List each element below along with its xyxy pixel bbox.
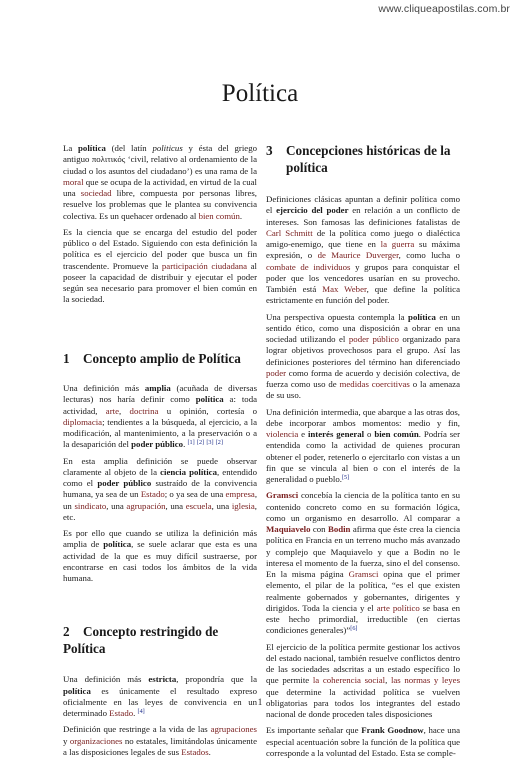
link-agrupaciones[interactable]: agrupaciones [210,724,257,735]
link-la-guerra[interactable]: la guerra [380,239,415,249]
link-maquiavelo[interactable]: Maquiavelo [266,524,311,534]
reference-2b[interactable]: [2] [215,439,223,447]
link-estado-2[interactable]: Estado [109,708,134,718]
link-empresa[interactable]: empresa [225,489,255,500]
link-maurice-duverger[interactable]: de Maurice Duverger [317,250,399,261]
section-3-paragraph-4: Gramsci concebía la ciencia de la política tanto en su contenido concreto como en su formación lógica, como un organismo en desarrollo. Al comparar a Maquiavelo con Bodin afirma que éste crea la ciencia política en Francia en un terreno mucho más avanzado y complejo que Maquiavelo y que a Bodin no le interesa el momento de la fuerza, sino el del consenso. En la misma página Gramsci opina que el primer elemento, el pilar de la política, “es el que existen realmente gobernados y gobernantes, dirigentes y dirigidos. Toda la ciencia y el arte político se basa en este hecho primordial, irreductible (en ciertas condiciones generales)”[6] [266,490,461,636]
link-arte-politico[interactable]: arte político [376,602,420,613]
link-diplomacia[interactable]: diplomacia [63,416,103,427]
section-3-paragraph-1: Definiciones clásicas apuntan a definir política como el ejercicio del poder en relación a un conflicto de intereses. Son famosas las definiciones fatalistas de Carl Schmitt de la política como juego o dialéctica amigo-enemigo, que tiene en la guerra su máxima expresión, o de Maurice Duverger, como lucha o combate de individuos y grupos para conquistar el poder que los vencedores usarían en su provecho. También está Max Weber, que define la política estrictamente en función del poder. [266,194,460,306]
section-2-heading: 2 Concepto restringido de Política [63,624,219,656]
section-3-paragraph-6: Es importante señalar que Frank Goodnow, hace una especial acentuación sobre la función de la política que corresponde a la voluntad del Estado. Esta se comple- [266,725,460,758]
section-3-paragraph-5: El ejercicio de la política permite gestionar los activos del estado nacional, también resuelve conflictos dentro de las sociedades adscritas a un estado específico lo que permite la coherencia social, las normas y leyes que determine la actividad política se vuelven obligatorias para todos los integrantes del estado nacional de donde proceden tales disposiciones [266,641,461,719]
link-estado[interactable]: Estado [140,489,165,500]
link-medidas-coercitivas[interactable]: medidas coercitivas [339,379,410,389]
section-1-heading: 1 Concepto amplio de Política [63,350,241,366]
section-1-paragraph-1: Una definición más amplia (acuñada de diversas lecturas) nos haría definir como política a: toda actividad, arte, doctrina u opinión, cortesía o diplomacia; tendientes a la búsqueda, al ejercicio, a la modificación, al mantenimiento, a la preservación o a la desaparición del poder público. [1] [2] [3] [2] [63,383,258,450]
section-1-paragraph-3: Es por ello que cuando se utiliza la definición más amplia de política, se suele aclarar que esta es una actividad de la que es muy difícil sustraerse, por encontrarse en casi todos los ámbitos de la vida humana. [63,528,257,583]
link-normas-y-leyes[interactable]: las normas y leyes [390,675,461,686]
link-carl-schmitt[interactable]: Carl Schmitt [266,227,313,238]
page-number: 1 [257,697,263,707]
section-2-paragraph-1: Una definición más estricta, propondría que la política es únicamente el resultado expreso oficialmente en las leyes de convivencia en un determinado Estado. [4] [63,674,257,718]
intro-paragraph-2: Es la ciencia que se encarga del estudio del poder público o del Estado. Siguiendo con esta definición la política es el ejercicio del poder que busca un fin trascendente. Promueve la participación ciudadana al poseer la capacidad de distribuir y ejecutar el poder según sea necesario para promover el bien común en la sociedad. [63,226,257,305]
link-sindicato[interactable]: sindicato [74,500,107,511]
page-title: Política [221,80,299,107]
link-coherencia-social[interactable]: la coherencia social [312,675,386,686]
section-3-paragraph-3: Una definición intermedia, que abarque a las otras dos, debe incorporar ambos momentos: medio y fin, violencia e interés general o bien común. Podría ser entendida como la actividad de quienes procuran obtener el poder, retenerlo o ejercitarlo con vistas a un fin que se vincula al bien o con el interés de la generalidad o pueblo.[5] [266,406,461,484]
link-gramsci-2[interactable]: Gramsci [348,569,379,579]
link-agrupacion[interactable]: agrupación [126,500,166,511]
section-1-paragraph-2: En esta amplia definición se puede observar claramente al objeto de la ciencia política, entendido como el poder público sustraído de la convivencia humana, ya sea de un Estado; o ya sea de una empresa, un sindicato, una agrupación, una escuela, una iglesia, etc. [63,455,258,522]
link-max-weber[interactable]: Max Weber [322,284,367,294]
section-2-paragraph-2: Definición que restringe a la vida de las agrupaciones y organizaciones no estatales, limitándolas únicamente a las disposiciones legales de sus Estados. [63,724,258,757]
reference-3[interactable]: [3] [206,439,214,447]
link-combate-de-individuos[interactable]: combate de individuos [266,261,351,272]
link-gramsci[interactable]: Gramsci [266,490,299,501]
link-escuela[interactable]: escuela [185,500,212,511]
link-participacion-ciudadana[interactable]: participación ciudadana [161,260,248,271]
link-arte[interactable]: arte [105,405,119,416]
section-3-heading: 3 Concepciones históricas de la política [266,143,451,175]
section-3-paragraph-2: Una perspectiva opuesta contempla la política en un sentido ético, como una disposición a obrar en una sociedad utilizando el poder público organizado para lograr objetivos provechosos para el grupo. Así las definiciones posteriores del término han diferenciado poder como forma de acuerdo y decisión colectiva, de fuerza como uso de medidas coercitivas o la amenaza de su uso. [266,311,460,401]
site-url[interactable]: www.cliqueapostilas.com.br [378,3,510,15]
link-poder-publico[interactable]: poder público [348,334,399,344]
reference-4[interactable]: [4] [137,708,145,715]
left-column [63,143,257,763]
link-bien-comun[interactable]: bien común [198,210,240,221]
intro-paragraph-1: La política (del latín politicus y ésta del griego antiguo πολιτικός ‘civil, relativo al ordenamiento de la ciudad o los asuntos del ciudadano’) es una rama de la moral que se ocupa de la actividad, en virtud de la cual una sociedad libre, compuesta por personas libres, resuelve los problemas que le plantea su convivencia colectiva. Es un quehacer ordenado al bien común. [63,143,258,221]
link-poder[interactable]: poder [266,367,287,378]
reference-5[interactable]: [5] [341,474,350,481]
link-iglesia[interactable]: iglesia [231,500,255,511]
link-bodin[interactable]: Bodin [327,524,351,534]
reference-1[interactable]: [1] [187,439,195,447]
link-estados[interactable]: Estados [181,746,209,757]
link-moral[interactable]: moral [63,176,84,187]
link-sociedad[interactable]: sociedad [80,188,112,198]
right-column [266,143,460,764]
link-doctrina[interactable]: doctrina [129,405,159,416]
reference-6[interactable]: [6] [350,625,358,633]
link-organizaciones[interactable]: organizaciones [69,735,123,746]
link-violencia[interactable]: violencia [266,429,299,439]
reference-2[interactable]: [2] [196,439,205,447]
